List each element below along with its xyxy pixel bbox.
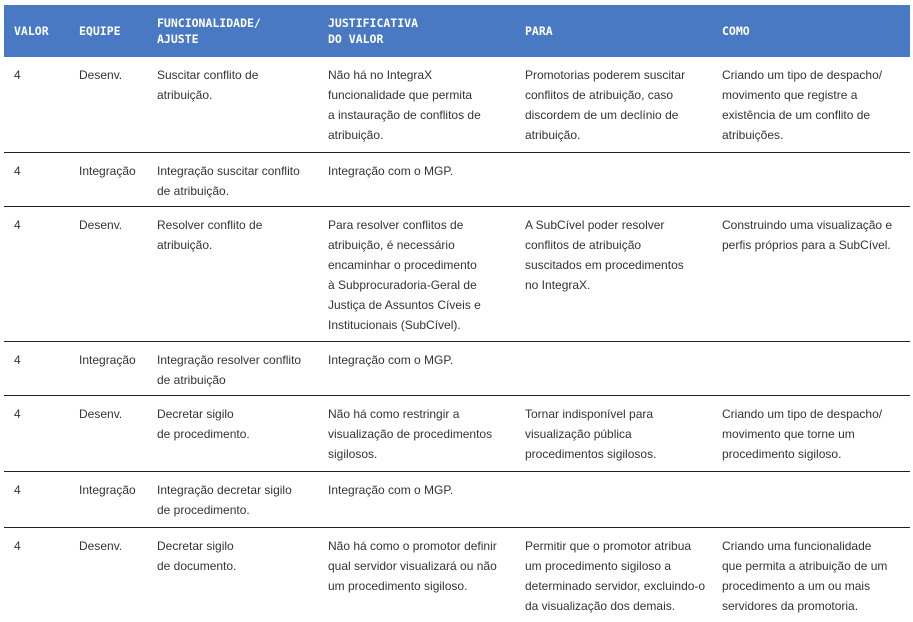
cell-justificativa: Não há como o promotor definir qual servidor visualizará ou não um procedimento sigiloso. (328, 539, 497, 593)
cell-equipe: Desenv. (79, 218, 123, 232)
table-row (4, 207, 910, 342)
cell-funcionalidade: Decretar sigilo de procedimento. (157, 407, 250, 441)
cell-funcionalidade: Integração resolver conflito de atribuição (157, 353, 302, 387)
table-row (4, 396, 910, 472)
table-header (4, 5, 910, 57)
cell-equipe: Desenv. (79, 407, 123, 421)
cell-como: Criando um tipo de despacho/ movimento que registre a existência de um conflito de atribuições. (722, 68, 883, 142)
cell-para: Tornar indisponível para visualização pública procedimentos sigilosos. (525, 407, 657, 461)
cell-como (712, 342, 910, 395)
header-funcionalidade: FUNCIONALIDADE/ AJUSTE (157, 16, 261, 46)
cell-como (712, 153, 910, 206)
cell-justificativa: Integração com o MGP. (328, 164, 454, 178)
table-row (4, 342, 910, 396)
cell-valor: 4 (14, 483, 21, 497)
cell-justificativa: Não há no IntegraX funcionalidade que permita a instauração de conflitos de atribuição. (328, 68, 481, 142)
cell-equipe: Integração (79, 164, 136, 178)
cell-para (515, 342, 712, 395)
table-row (4, 528, 910, 620)
cell-equipe: Integração (79, 483, 136, 497)
cell-equipe: Desenv. (79, 539, 123, 553)
cell-justificativa: Para resolver conflitos de atribuição, é necessário encaminhar o procedimento à Subprocuradoria-Geral de Justiça de Assuntos Cíveis e Institucionais (SubCível). (328, 218, 481, 332)
cell-valor: 4 (14, 164, 21, 178)
header-para: PARA (525, 24, 553, 38)
header-justificativa: JUSTIFICATIVA DO VALOR (328, 16, 419, 46)
table-row (4, 153, 910, 207)
cell-justificativa: Integração com o MGP. (328, 353, 454, 367)
cell-como: Construindo uma visualização e perfis próprios para a SubCível. (722, 218, 893, 252)
cell-justificativa: Não há como restringir a visualização de procedimentos sigilosos. (328, 407, 493, 461)
cell-funcionalidade: Suscitar conflito de atribuição. (157, 68, 259, 102)
cell-funcionalidade: Integração decretar sigilo de procedimento. (157, 483, 292, 517)
header-valor: VALOR (14, 24, 49, 38)
cell-para: A SubCível poder resolver conflitos de atribuição suscitados em procedimentos no IntegraX. (525, 218, 684, 292)
cell-valor: 4 (14, 218, 21, 232)
cell-equipe: Desenv. (79, 68, 123, 82)
cell-para: Promotorias poderem suscitar conflitos de atribuição, caso discordem de um declínio de atribuição. (525, 68, 686, 142)
cell-valor: 4 (14, 539, 21, 553)
cell-equipe: Integração (79, 353, 136, 367)
cell-funcionalidade: Integração suscitar conflito de atribuição. (157, 164, 300, 198)
cell-funcionalidade: Resolver conflito de atribuição. (157, 218, 263, 252)
cell-para (515, 153, 712, 206)
table-row (4, 57, 910, 153)
table-row (4, 472, 910, 528)
cell-para (515, 472, 712, 527)
cell-para: Permitir que o promotor atribua um procedimento sigiloso a determinado servidor, excluindo-o da visualização dos demais. (525, 539, 706, 613)
header-equipe: EQUIPE (79, 24, 121, 38)
cell-justificativa: Integração com o MGP. (328, 483, 454, 497)
requirements-table (4, 5, 910, 620)
cell-valor: 4 (14, 353, 21, 367)
cell-como (712, 472, 910, 527)
cell-como: Criando uma funcionalidade que permita a atribuição de um procedimento a um ou mais servidores da promotoria. (722, 539, 888, 613)
cell-valor: 4 (14, 68, 21, 82)
cell-como: Criando um tipo de despacho/ movimento que torne um procedimento sigiloso. (722, 407, 883, 461)
header-como: COMO (722, 24, 750, 38)
cell-funcionalidade: Decretar sigilo de documento. (157, 539, 237, 573)
cell-valor: 4 (14, 407, 21, 421)
